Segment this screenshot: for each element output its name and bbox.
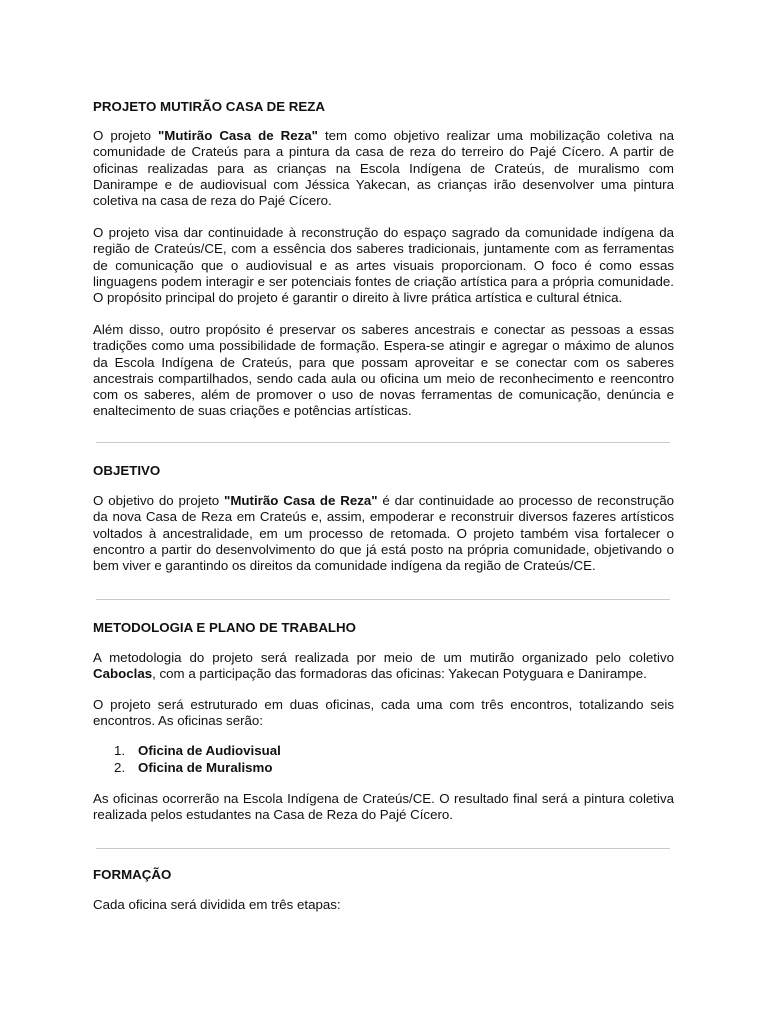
list-number: 2. xyxy=(114,760,126,775)
section-title-metodologia: METODOLOGIA E PLANO DE TRABALHO xyxy=(93,620,356,635)
list-number: 1. xyxy=(114,743,126,758)
list-item xyxy=(93,759,674,776)
paragraph-projeto-1 xyxy=(93,128,674,209)
oficinas-list xyxy=(93,742,674,776)
collective-name: Caboclas xyxy=(93,666,153,682)
paragraph-projeto-3: Além disso, outro propósito é preservar os saberes ancestrais e conectar as pessoas a essas tradições como uma possibilidade de formação. Espera-se atingir e agregar o máximo de alunos da Escola Indígena de Crateús, para que possam aproveitar e se conectar com os saberes ancestrais compartilhados, sendo cada aula ou oficina um meio de reconhecimento e reencontro com os saberes, além de promover o uso de novas ferramentas de comunicação, denúncia e enaltecimento de suas criações e potências artísticas. xyxy=(93,322,674,419)
paragraph-metodologia-3: As oficinas ocorrerão na Escola Indígena de Crateús/CE. O resultado final será a pintura coletiva realizada pelos estudantes na Casa de Reza do Pajé Cícero. xyxy=(93,791,674,823)
text: O projeto xyxy=(93,128,158,143)
list-item-label: Oficina de Muralismo xyxy=(138,760,273,775)
paragraph-metodologia-1 xyxy=(93,650,674,683)
paragraph-formacao-1: Cada oficina será dividida em três etapas: xyxy=(93,897,341,912)
project-name: "Mutirão Casa de Reza" xyxy=(224,493,378,508)
list-item-label: Oficina de Audiovisual xyxy=(138,743,281,758)
section-title-projeto: PROJETO MUTIRÃO CASA DE REZA xyxy=(93,99,325,114)
paragraph-objetivo-1 xyxy=(93,493,674,574)
section-title-formacao: FORMAÇÃO xyxy=(93,867,172,882)
text: A metodologia do projeto será realizada por meio de um mutirão organizado pelo coletivo xyxy=(93,650,674,665)
section-title-objetivo: OBJETIVO xyxy=(93,463,161,478)
list-item xyxy=(93,742,674,759)
paragraph-metodologia-2: O projeto será estruturado em duas oficinas, cada uma com três encontros, totalizando seis encontros. As oficinas serão: xyxy=(93,697,674,729)
text: tem como objetivo realizar uma mobilização coletiva na comunidade de Crateús para a pintura da casa de reza do terreiro do Pajé Cícero. A partir de oficinas realizadas para as crianças na Escola Indígena de Crateús, de muralismo com Danirampe e de audiovisual com Jéssica Yakecan, as crianças irão desenvolver uma pintura coletiva na casa de reza do Pajé Cícero. xyxy=(93,128,674,209)
divider xyxy=(96,848,670,849)
divider xyxy=(96,442,670,443)
text: , com a participação das formadoras das oficinas: Yakecan Potyguara e Danirampe. xyxy=(152,666,647,682)
text: é dar continuidade ao processo de reconstrução da nova Casa de Reza em Crateús e, assim, empoderar e reconstruir diversos fazeres artísticos voltados à ancestralidade, em um processo de retomada. O projeto também visa fortalecer o encontro a partir do desenvolvimento do que já está posto na própria comunidade, objetivando o bem viver e garantindo os direitos da comunidade indígena da região de Crateús/CE. xyxy=(93,493,674,574)
paragraph-projeto-2: O projeto visa dar continuidade à reconstrução do espaço sagrado da comunidade indígena da região de Crateús/CE, com a essência dos saberes tradicionais, juntamente com as ferramentas de comunicação que o audiovisual e as artes visuais proporcionam. O foco é como essas linguagens podem interagir e ser potenciais fontes de criação artística para a própria comunidade. O propósito principal do projeto é garantir o direito à livre prática artística e cultural étnica. xyxy=(93,225,674,306)
divider xyxy=(96,599,670,600)
project-name: "Mutirão Casa de Reza" xyxy=(158,128,318,143)
text: O objetivo do projeto xyxy=(93,493,225,508)
